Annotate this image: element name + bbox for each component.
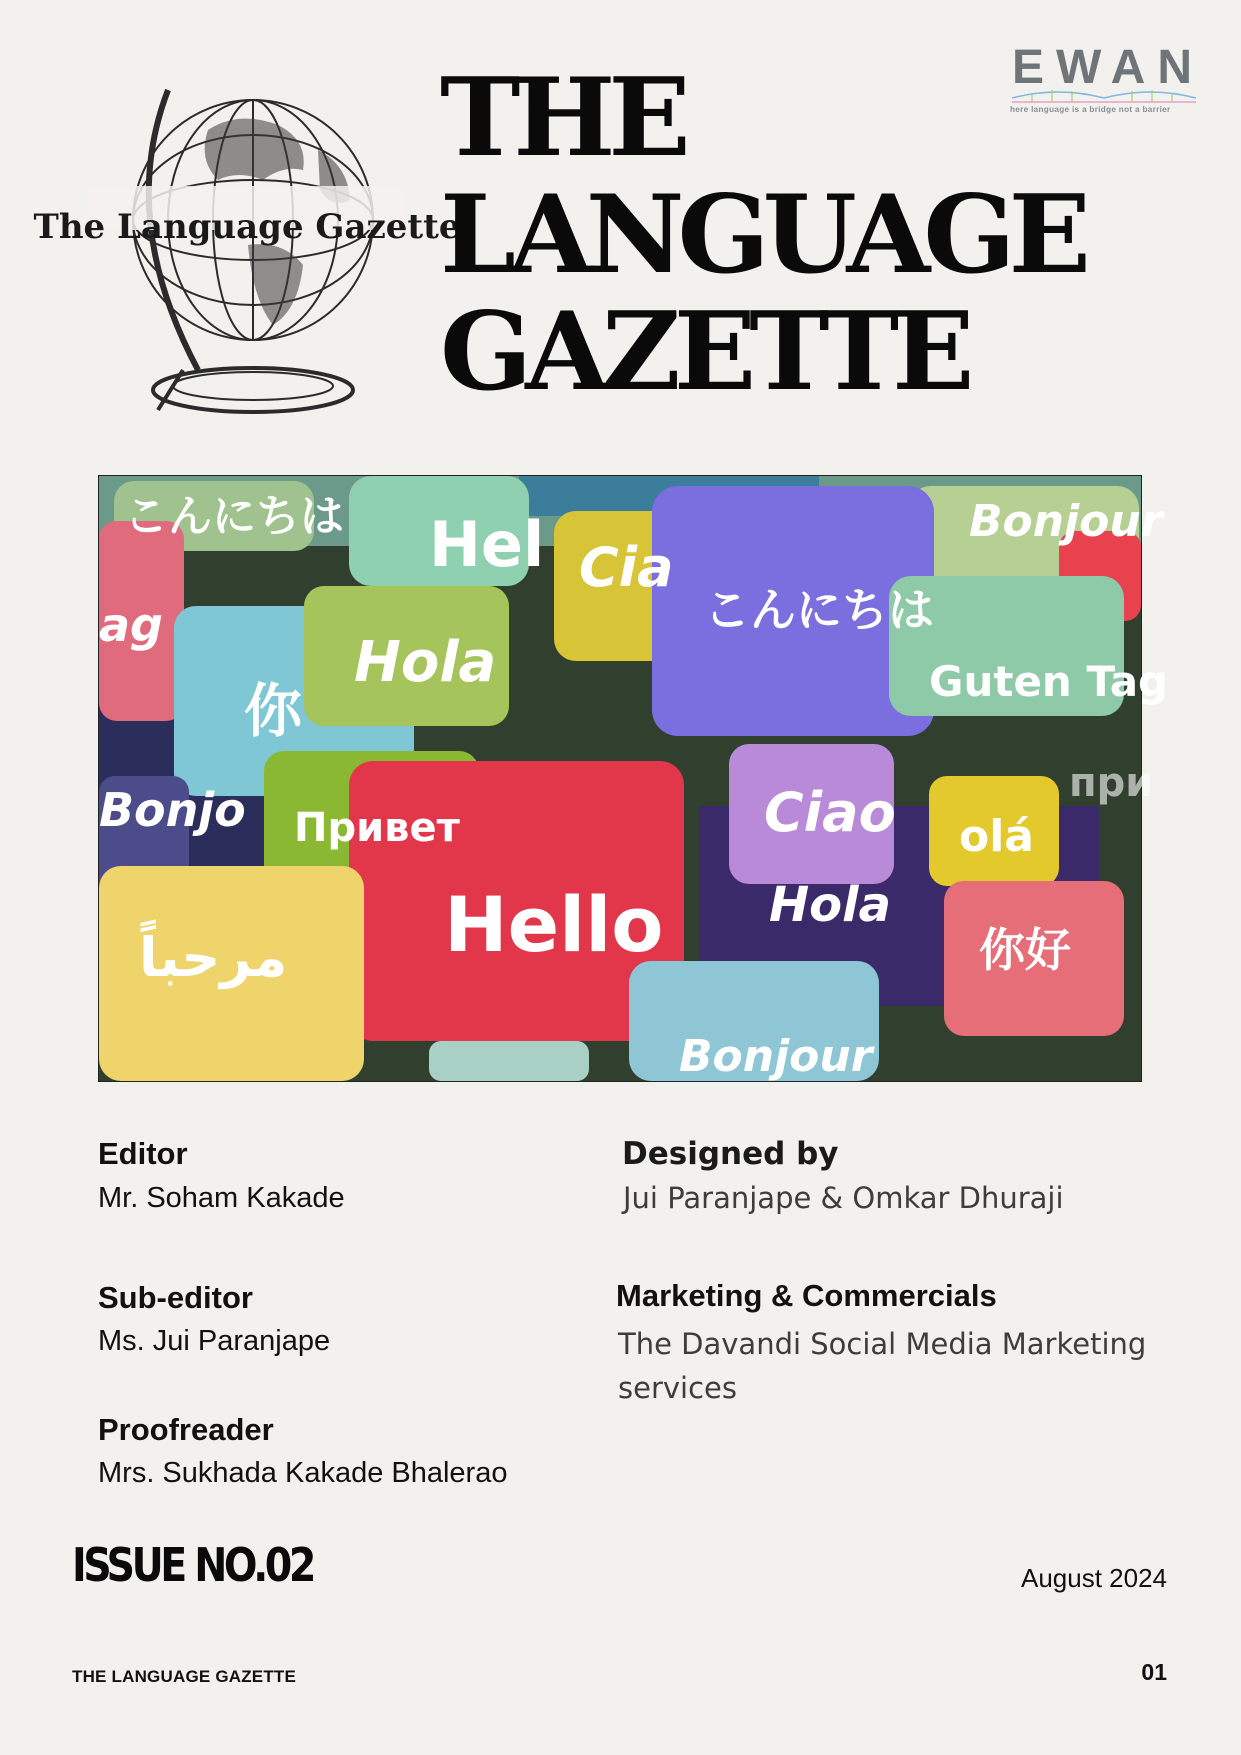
- greeting-3: こんにちは: [704, 583, 934, 637]
- greeting-1: Hel: [429, 508, 545, 581]
- editor-label: Editor: [98, 1136, 188, 1171]
- marketing-name-line-1: The Davandi Social Media Marketing: [618, 1327, 1147, 1361]
- title-line-3: GAZETTE: [440, 289, 968, 415]
- marketing-name-line-2: services: [618, 1371, 737, 1405]
- title-line-2: LANGUAGE: [440, 172, 1084, 298]
- greeting-5: ag: [99, 598, 163, 652]
- ewan-tagline: here language is a bridge not a barrier: [1010, 105, 1171, 114]
- logo-wordmark: The Language Gazette: [33, 207, 461, 247]
- title-line-1: THE: [440, 55, 684, 181]
- greeting-18: Bonjour: [679, 1031, 873, 1082]
- footer-title: THE LANGUAGE GAZETTE: [72, 1667, 297, 1686]
- page-number: 01: [1141, 1659, 1167, 1685]
- greeting-6: Hola: [354, 630, 497, 695]
- editor-name: Mr. Soham Kakade: [98, 1182, 345, 1214]
- marketing-name: [618, 1322, 1178, 1410]
- greeting-16: مرحباً: [139, 926, 288, 989]
- sub-editor-name: Ms. Jui Paranjape: [98, 1325, 331, 1357]
- issue-number: ISSUE NO.02: [72, 1538, 313, 1592]
- greeting-14: Hello: [444, 880, 664, 969]
- bridge-icon: [1012, 84, 1196, 104]
- greeting-8: Guten Tag: [929, 657, 1169, 706]
- greeting-10: Bonjo: [99, 783, 246, 837]
- greeting-2: Cia: [579, 536, 674, 599]
- hero-image-speech-bubbles: [98, 475, 1169, 1082]
- greeting-9: Привет: [294, 805, 460, 851]
- greeting-17: 你好: [979, 923, 1071, 977]
- greeting-12: olá: [959, 811, 1035, 862]
- marketing-label: Marketing & Commercials: [616, 1278, 997, 1313]
- language-gazette-logo: [33, 70, 461, 422]
- greeting-11: Ciao: [764, 781, 896, 844]
- designed-by-names: Jui Paranjape & Omkar Dhuraji: [623, 1181, 1064, 1215]
- sub-editor-label: Sub-editor: [98, 1280, 253, 1315]
- greeting-13: при: [1069, 760, 1154, 806]
- greeting-4: Bonjour: [969, 496, 1163, 547]
- proofreader-name: Mrs. Sukhada Kakade Bhalerao: [98, 1457, 508, 1489]
- page-title: [440, 55, 1084, 415]
- greeting-15: Hola: [769, 877, 891, 933]
- greeting-7: 你: [244, 677, 303, 745]
- proofreader-label: Proofreader: [98, 1412, 274, 1447]
- designed-by-label: Designed by: [622, 1136, 839, 1172]
- greeting-0: こんにちは: [124, 491, 344, 542]
- ewan-logo: EWAN: [1012, 41, 1204, 94]
- issue-date: August 2024: [1020, 1563, 1167, 1593]
